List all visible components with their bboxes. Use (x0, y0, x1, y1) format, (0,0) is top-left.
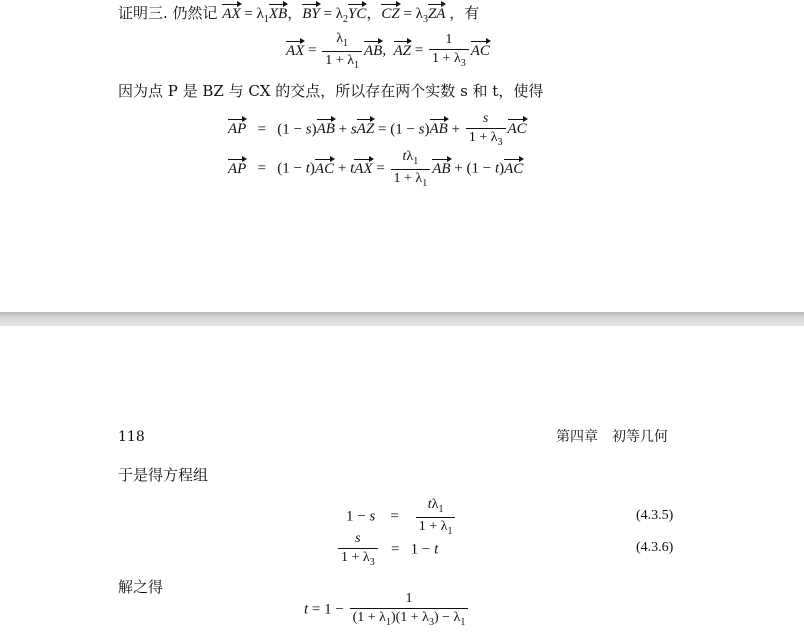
solution-formula: t = 1 − $\frac{1}{(1 + \lambda_1)(1 + \lambda_3) - \lambda_1}$ (304, 592, 470, 628)
intersection-paragraph: 因为点 P 是 BZ 与 CX 的交点，所以存在两个实数 s 和 t，使得 (118, 82, 544, 100)
page-separator (0, 312, 804, 326)
equation-system-intro: 于是得方程组 (118, 466, 209, 484)
equation-4-3-6: $\frac{s}{1 + \lambda_3}$ = 1 − t (336, 532, 438, 568)
equation-4-3-5: 1 − s = $\frac{t\lambda_1}{1 + \lambda_1}$ (346, 498, 457, 537)
proof-intro-text: 证明三. 仍然记 (118, 4, 218, 22)
have-text: ，有 (449, 4, 480, 22)
equation-number: (4.3.6) (636, 540, 674, 555)
ap-equation-2: AP = (1 − t)AC + tAX = $\frac{t\lambda_1}{1 + \lambda_1}$ AB + (1 − t)AC (228, 149, 524, 189)
chapter-header: 第四章 初等几何 (556, 429, 668, 445)
ap-equation-1: AP = (1 − s)AB + sAZ = (1 − s)AB + $\frac{s}{1 + \lambda_3}$ AC (228, 111, 527, 148)
definition-formulas: AX = $\lambda_1XB$，BY = $\lambda_2YC$，CZ = $\lambda_3ZA$ (222, 6, 446, 25)
proof-intro-line (118, 6, 479, 25)
separator: ， (366, 6, 382, 22)
page-lower (0, 326, 804, 634)
page-upper (0, 0, 804, 312)
separator: ， (287, 6, 303, 22)
display-formula-ax-az: AX = $\frac{\lambda_1}{1 + \lambda_1}$ AB, AZ = $\frac{1}{1 + \lambda_3}$ AC (286, 31, 490, 71)
solution-intro: 解之得 (118, 578, 164, 596)
page-number: 118 (118, 429, 145, 445)
equation-number: (4.3.5) (636, 508, 674, 523)
